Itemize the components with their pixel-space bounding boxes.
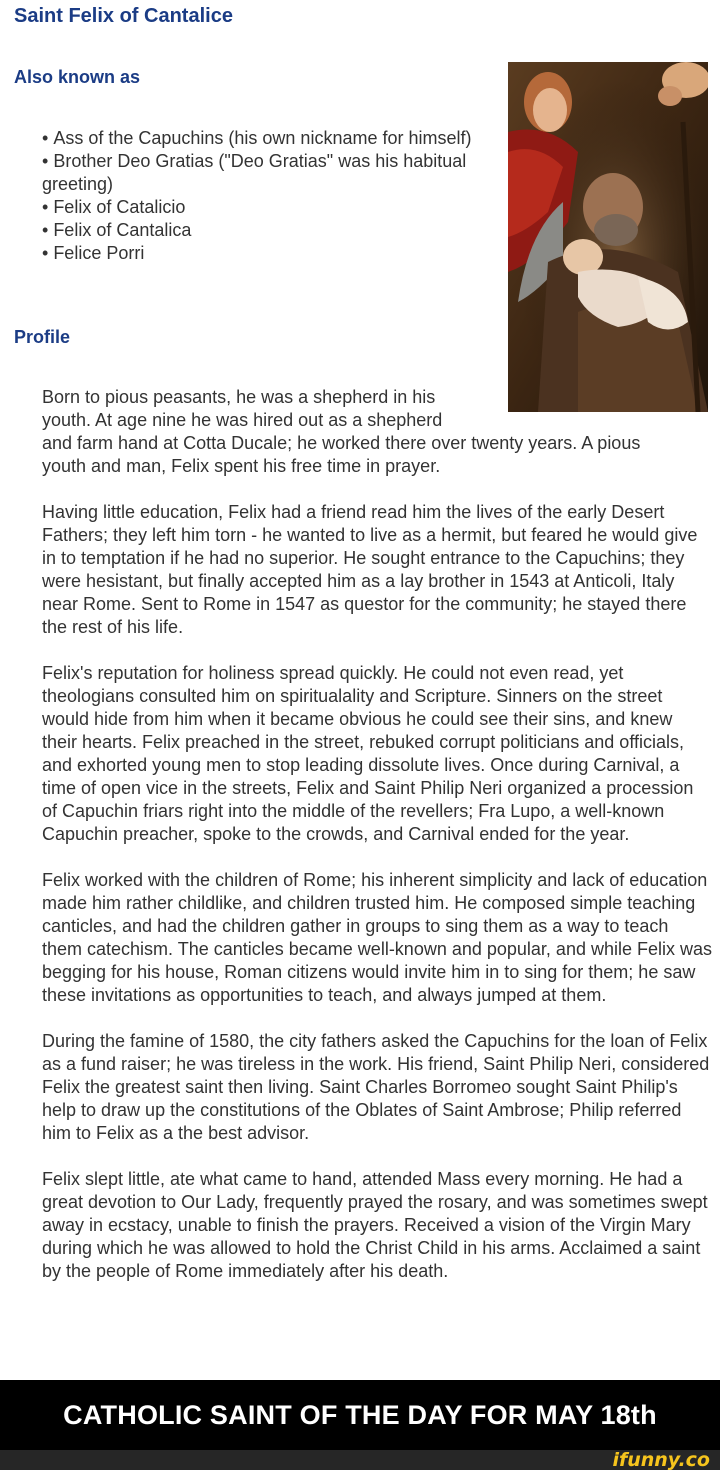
ifunny-logo: ifunny.co — [612, 1449, 710, 1470]
saint-painting-image — [508, 62, 708, 412]
profile-paragraph — [42, 386, 712, 478]
aka-list — [42, 127, 498, 265]
profile-line: Born to pious peasants, he was a shepherd in his — [42, 387, 436, 407]
profile-line: and farm hand at Cotta Ducale; he worked there over twenty years. A pious — [42, 433, 641, 453]
watermark-strip — [0, 1450, 720, 1470]
list-item: • Ass of the Capuchins (his own nickname for himself) — [42, 127, 498, 150]
list-item: • Felice Porri — [42, 242, 498, 265]
list-item: • Brother Deo Gratias ("Deo Gratias" was his habitual greeting) — [42, 150, 498, 196]
profile-paragraph: During the famine of 1580, the city fathers asked the Capuchins for the loan of Felix as a fund raiser; he was tireless in the work. His friend, Saint Philip Neri, considered Felix the greatest saint then living. Saint Charles Borromeo sought Saint Philip's help to draw up the constitutions of the Oblates of Saint Ambrose; Philip referred him to Felix as a the best advisor. — [42, 1031, 710, 1143]
profile-line: youth. At age nine he was hired out as a shepherd — [42, 410, 443, 430]
list-item: • Felix of Cantalica — [42, 219, 498, 242]
aka-heading: Also known as — [14, 67, 141, 87]
profile-line: youth and man, Felix spent his free time in prayer. — [42, 456, 441, 476]
list-item: • Felix of Catalicio — [42, 196, 498, 219]
caption-banner: CATHOLIC SAINT OF THE DAY FOR MAY 18th — [0, 1380, 720, 1450]
profile-paragraph: Having little education, Felix had a friend read him the lives of the early Desert Fathers; they left him torn - he wanted to live as a hermit, but feared he would give in to temptation if he had no superior. He sought entrance to the Capuchins; they were hesistant, but finally accepted him as a lay brother in 1543 at Anticoli, Italy near Rome. Sent to Rome in 1547 as questor for the community; he stayed there the rest of his life. — [42, 502, 698, 637]
profile-paragraph: Felix's reputation for holiness spread quickly. He could not even read, yet theologians consulted him on spiritualality and Scripture. Sinners on the street would hide from him when it became obvious he could see their sins, and knew their hearts. Felix preached in the street, rebuked corrupt politicians and officials, and exhorted young men to stop leading dissolute lives. Once during Carnival, a time of open vice in the streets, Felix and Saint Philip Neri organized a procession of Capuchin friars right into the middle of the revellers; Fra Lupo, a well-known Capuchin preacher, spoke to the crowds, and Carnival ended for the year. — [42, 663, 694, 844]
profile-paragraph: Felix worked with the children of Rome; his inherent simplicity and lack of education made him rather childlike, and children trusted him. He composed simple teaching canticles, and had the children gather in groups to sing them as a way to teach them catechism. The canticles became well-known and popular, and while Felix was begging for his house, Roman citizens would invite him in to sing for them; he saw these invitations as opportunities to teach, and always jumped at them. — [42, 870, 712, 1005]
profile-heading: Profile — [14, 327, 71, 347]
profile-paragraph: Felix slept little, ate what came to hand, attended Mass every morning. He had a great devotion to Our Lady, frequently prayed the rosary, and was sometimes swept away in ecstacy, unable to finish the prayers. Received a vision of the Virgin Mary during which he was allowed to hold the Christ Child in his arms. Acclaimed a saint by the people of Rome immediately after his death. — [42, 1169, 708, 1281]
page-title: Saint Felix of Cantalice — [14, 5, 233, 27]
profile-body — [42, 386, 712, 1306]
